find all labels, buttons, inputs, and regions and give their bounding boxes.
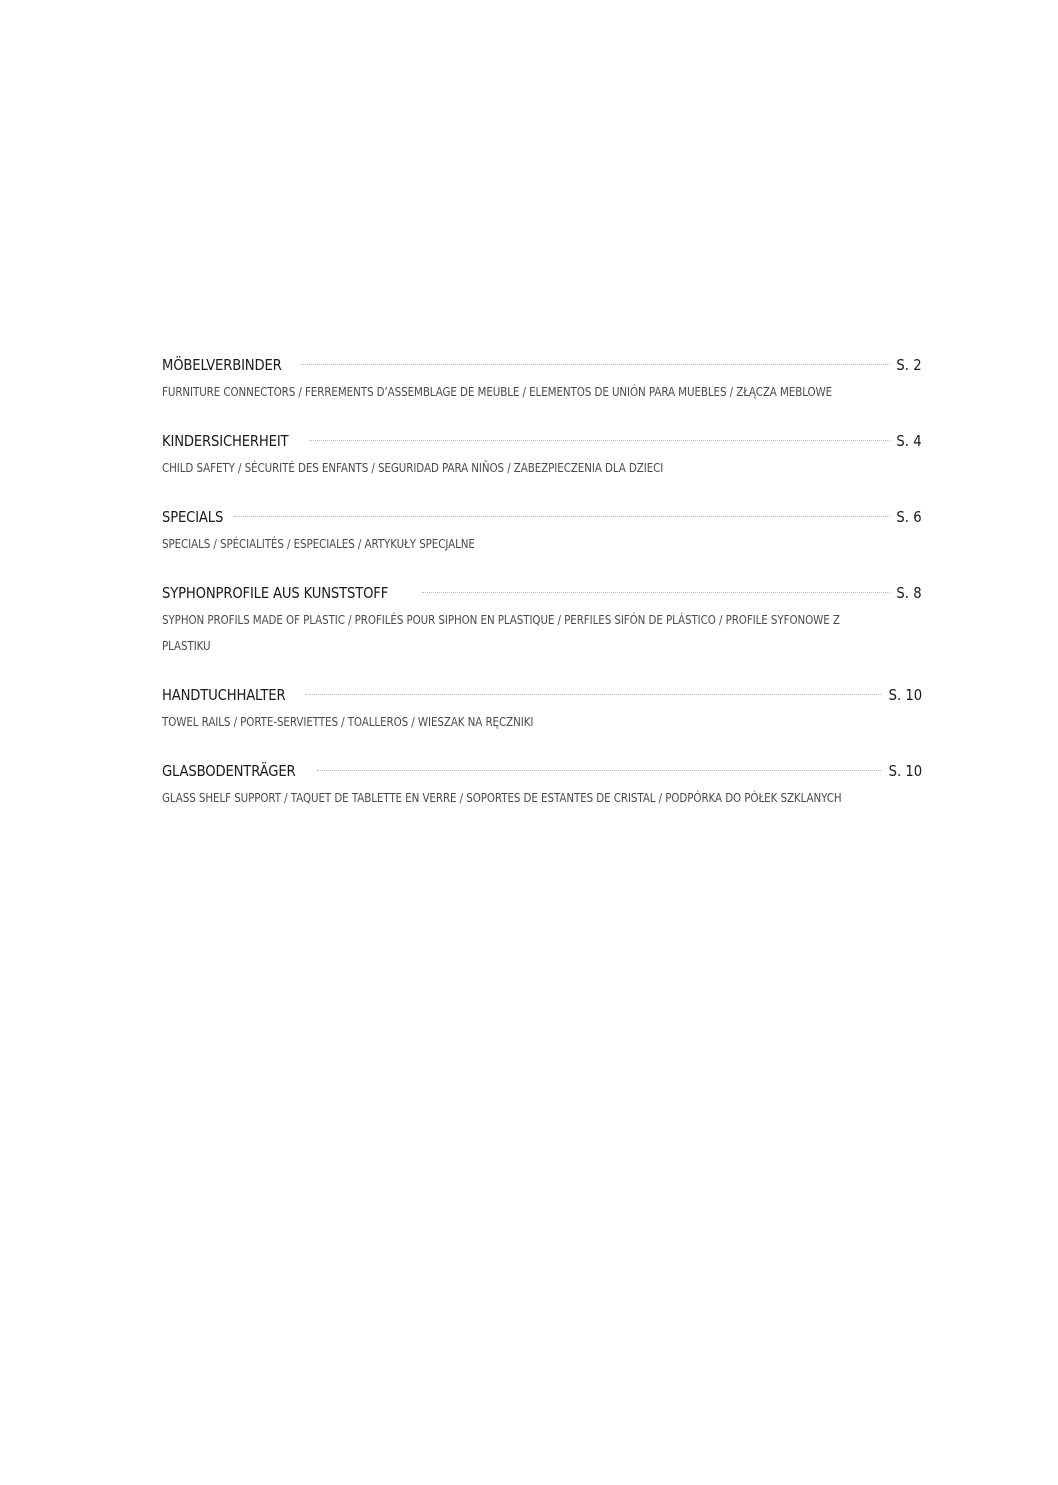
toc-title-row	[162, 760, 922, 782]
toc-entry-specials[interactable]	[162, 506, 922, 557]
dot-leader	[301, 364, 890, 365]
toc-entry-page: S. 10	[888, 686, 922, 704]
toc-entry-title: MÖBELVERBINDER	[162, 356, 282, 374]
toc-title-row	[162, 684, 922, 706]
toc-entry-glasbodentraeger[interactable]	[162, 760, 922, 811]
toc-entry-page: S. 6	[896, 508, 922, 526]
toc-entry-subtitle: FURNITURE CONNECTORS / FERREMENTS D’ASSEMBLAGE DE MEUBLE / ELEMENTOS DE UNIÓN PARA MUEBLES / ZŁĄCZA MEBLOWE	[162, 385, 833, 399]
toc-entry-page: S. 2	[896, 356, 922, 374]
toc-entry-page: S. 10	[888, 762, 922, 780]
toc-title-row	[162, 582, 922, 604]
toc-entry-subtitle: GLASS SHELF SUPPORT / TAQUET DE TABLETTE EN VERRE / SOPORTES DE ESTANTES DE CRISTAL / PODPÓRKA DO PÓŁEK SZKLANYCH	[162, 791, 842, 805]
toc-entry-title: HANDTUCHHALTER	[162, 686, 286, 704]
toc-entry-syphonprofile[interactable]	[162, 582, 922, 659]
toc-entry-kindersicherheit[interactable]	[162, 430, 922, 481]
toc-entry-title: SYPHONPROFILE AUS KUNSTSTOFF	[162, 584, 389, 602]
toc-entry-page: S. 4	[896, 432, 922, 450]
table-of-contents	[162, 354, 922, 811]
toc-title-row	[162, 354, 922, 376]
toc-entry-title: SPECIALS	[162, 508, 224, 526]
toc-entry-subtitle: SYPHON PROFILS MADE OF PLASTIC / PROFILÉS POUR SIPHON EN PLASTIQUE / PERFILES SIFÓN DE PLÁSTICO / PROFILE SYFONOWE Z PLASTIKU	[162, 613, 840, 653]
toc-entry-moebelverbinder[interactable]	[162, 354, 922, 405]
dot-leader	[305, 694, 881, 695]
dot-leader	[317, 770, 881, 771]
toc-title-row	[162, 430, 922, 452]
toc-entry-handtuchhalter[interactable]	[162, 684, 922, 735]
toc-entry-page: S. 8	[896, 584, 922, 602]
toc-title-row	[162, 506, 922, 528]
toc-entry-subtitle: TOWEL RAILS / PORTE-SERVIETTES / TOALLEROS / WIESZAK NA RĘCZNIKI	[162, 715, 534, 729]
dot-leader	[234, 516, 890, 517]
toc-entry-subtitle: CHILD SAFETY / SÉCURITÉ DES ENFANTS / SEGURIDAD PARA NIÑOS / ZABEZPIECZENIA DLA DZIECI	[162, 461, 664, 475]
toc-entry-subtitle: SPECIALS / SPÉCIALITÉS / ESPECIALES / ARTYKUŁY SPECJALNE	[162, 537, 475, 551]
dot-leader	[422, 592, 890, 593]
toc-entry-title: GLASBODENTRÄGER	[162, 762, 296, 780]
dot-leader	[309, 440, 891, 441]
toc-entry-title: KINDERSICHERHEIT	[162, 432, 289, 450]
